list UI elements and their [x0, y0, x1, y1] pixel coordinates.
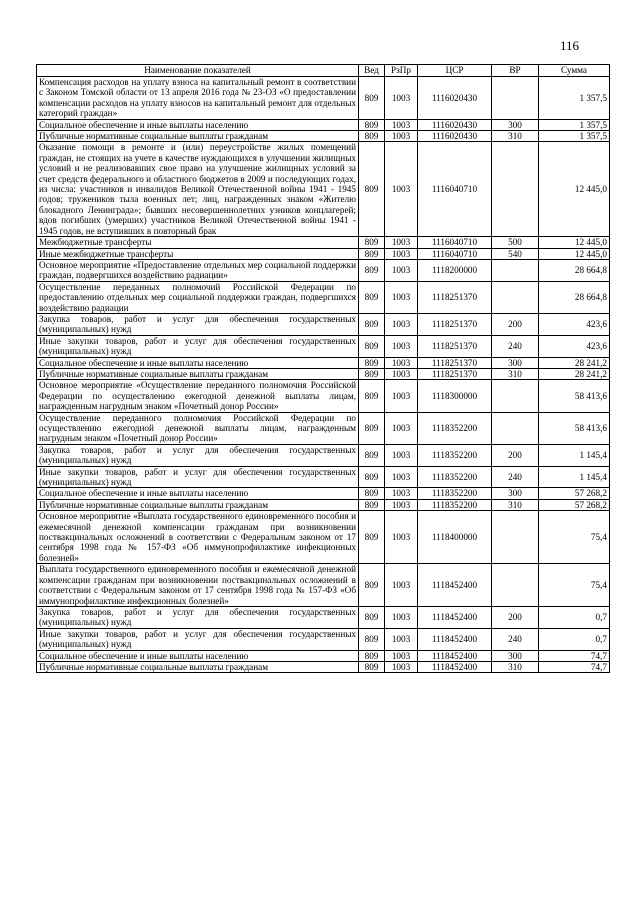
cell-ved: 809	[359, 142, 385, 237]
table-row	[37, 237, 610, 248]
cell-csr: 1118251370	[418, 357, 492, 368]
cell-sum: 75,4	[539, 564, 610, 607]
table-row	[37, 444, 610, 466]
cell-csr: 1118352200	[418, 412, 492, 444]
cell-ved: 809	[359, 313, 385, 335]
cell-rzpr: 1003	[385, 661, 418, 672]
cell-csr: 1118452400	[418, 650, 492, 661]
cell-name: Межбюджетные трансферты	[37, 237, 359, 248]
cell-vr	[492, 77, 539, 120]
cell-vr	[492, 511, 539, 564]
cell-ved: 809	[359, 368, 385, 379]
cell-csr: 1118251370	[418, 335, 492, 357]
cell-csr: 1118352200	[418, 444, 492, 466]
cell-ved: 809	[359, 248, 385, 259]
cell-rzpr: 1003	[385, 368, 418, 379]
table-row	[37, 380, 610, 412]
cell-name: Основное мероприятие «Предоставление отдельных мер социальной поддержки граждан, подвергшихся воздействию радиации»	[37, 259, 359, 281]
table-row	[37, 488, 610, 499]
budget-table	[36, 64, 610, 673]
cell-name: Иные закупки товаров, работ и услуг для обеспечения государственных (муниципальных) нужд	[37, 466, 359, 488]
cell-name: Закупка товаров, работ и услуг для обеспечения государственных (муниципальных) нужд	[37, 606, 359, 628]
cell-name: Социальное обеспечение и иные выплаты населению	[37, 488, 359, 499]
cell-sum: 12 445,0	[539, 237, 610, 248]
table-header-row	[37, 65, 610, 77]
cell-vr: 310	[492, 131, 539, 142]
cell-name: Оказание помощи в ремонте и (или) переустройстве жилых помещений граждан, не стоящих на учете в качестве нуждающихся в улучшении жилищных условий и не реализовавших свое право на улучшение жилищных условий за счет средств федерального и областного бюджетов в 2009 и последующих годах, из числа: участников и инвалидов Великой Отечественной войны 1941 - 1945 годов; тружеников тыла военных лет; лиц, награжденных знаком «Жителю блокадного Ленинграда»; бывших несовершеннолетних узников концлагерей; вдов погибших (умерших) участников Великой Отечественной войны 1941 - 1945 годов, не вступивших в повторный брак	[37, 142, 359, 237]
cell-csr: 1116020430	[418, 77, 492, 120]
cell-ved: 809	[359, 131, 385, 142]
cell-csr: 1116040710	[418, 142, 492, 237]
cell-name: Выплата государственного единовременного пособия и ежемесячной денежной компенсации гражданам при возникновении поствакцинальных осложнений в соответствии с Федеральным законом от 17 сентября 1998 года № 157-ФЗ «Об иммунопрофилактике инфекционных болезней»	[37, 564, 359, 607]
cell-vr: 200	[492, 313, 539, 335]
cell-csr: 1118251370	[418, 313, 492, 335]
cell-rzpr: 1003	[385, 313, 418, 335]
cell-csr: 1118400000	[418, 511, 492, 564]
cell-vr: 300	[492, 119, 539, 130]
cell-ved: 809	[359, 281, 385, 313]
cell-rzpr: 1003	[385, 488, 418, 499]
cell-ved: 809	[359, 511, 385, 564]
cell-csr: 1118452400	[418, 564, 492, 607]
cell-rzpr: 1003	[385, 142, 418, 237]
cell-csr: 1118251370	[418, 368, 492, 379]
cell-rzpr: 1003	[385, 281, 418, 313]
column-header-vr: ВР	[492, 65, 539, 77]
cell-vr	[492, 412, 539, 444]
cell-name: Компенсация расходов на уплату взноса на капитальный ремонт в соответствии с Законом Томской области от 13 апреля 2016 года № 23-ОЗ «О предоставлении компенсации расходов на уплату взносов на капитальный ремонт для отдельных категорий граждан»	[37, 77, 359, 120]
cell-sum: 28 241,2	[539, 368, 610, 379]
cell-sum: 1 357,5	[539, 119, 610, 130]
cell-rzpr: 1003	[385, 357, 418, 368]
cell-rzpr: 1003	[385, 77, 418, 120]
cell-csr: 1118352200	[418, 499, 492, 510]
cell-ved: 809	[359, 119, 385, 130]
cell-ved: 809	[359, 606, 385, 628]
cell-name: Иные закупки товаров, работ и услуг для обеспечения государственных (муниципальных) нужд	[37, 335, 359, 357]
cell-csr: 1118352200	[418, 488, 492, 499]
cell-vr: 310	[492, 368, 539, 379]
cell-ved: 809	[359, 412, 385, 444]
table-row	[37, 313, 610, 335]
cell-ved: 809	[359, 444, 385, 466]
cell-ved: 809	[359, 564, 385, 607]
cell-ved: 809	[359, 77, 385, 120]
cell-rzpr: 1003	[385, 564, 418, 607]
cell-sum: 12 445,0	[539, 142, 610, 237]
table-row	[37, 281, 610, 313]
table-row	[37, 628, 610, 650]
table-row	[37, 466, 610, 488]
cell-rzpr: 1003	[385, 335, 418, 357]
cell-ved: 809	[359, 380, 385, 412]
cell-vr	[492, 259, 539, 281]
cell-sum: 74,7	[539, 650, 610, 661]
cell-vr: 540	[492, 248, 539, 259]
column-header-sum: Сумма	[539, 65, 610, 77]
table-row	[37, 511, 610, 564]
cell-sum: 58 413,6	[539, 380, 610, 412]
cell-rzpr: 1003	[385, 511, 418, 564]
cell-csr: 1118352200	[418, 466, 492, 488]
cell-vr: 310	[492, 661, 539, 672]
cell-vr: 310	[492, 499, 539, 510]
cell-rzpr: 1003	[385, 119, 418, 130]
cell-sum: 74,7	[539, 661, 610, 672]
table-row	[37, 564, 610, 607]
cell-rzpr: 1003	[385, 380, 418, 412]
cell-csr: 1118251370	[418, 281, 492, 313]
cell-vr: 300	[492, 650, 539, 661]
cell-name: Основное мероприятие «Выплата государственного единовременного пособия и ежемесячной денежной компенсации гражданам при возникновении поствакцинальных осложнений в соответствии с Федеральным законом от 17 сентября 1998 года № 157-ФЗ «Об иммунопрофилактике инфекционных болезней»	[37, 511, 359, 564]
cell-sum: 57 268,2	[539, 499, 610, 510]
cell-vr: 300	[492, 357, 539, 368]
cell-sum: 0,7	[539, 628, 610, 650]
cell-ved: 809	[359, 259, 385, 281]
column-header-rzpr: РзПр	[385, 65, 418, 77]
cell-csr: 1116040710	[418, 237, 492, 248]
table-row	[37, 499, 610, 510]
table-row	[37, 119, 610, 130]
table-row	[37, 412, 610, 444]
table-row	[37, 142, 610, 237]
cell-rzpr: 1003	[385, 606, 418, 628]
cell-rzpr: 1003	[385, 444, 418, 466]
column-header-name: Наименование показателей	[37, 65, 359, 77]
cell-sum: 28 664,8	[539, 259, 610, 281]
table-row	[37, 357, 610, 368]
cell-name: Осуществление переданных полномочий Российской Федерации по предоставлению отдельных мер социальной поддержки граждан, подвергшихся воздействию радиации	[37, 281, 359, 313]
column-header-ved: Вед	[359, 65, 385, 77]
table-row	[37, 77, 610, 120]
cell-ved: 809	[359, 488, 385, 499]
cell-rzpr: 1003	[385, 131, 418, 142]
table-row	[37, 368, 610, 379]
cell-name: Публичные нормативные социальные выплаты гражданам	[37, 131, 359, 142]
cell-ved: 809	[359, 335, 385, 357]
cell-name: Публичные нормативные социальные выплаты гражданам	[37, 368, 359, 379]
cell-name: Социальное обеспечение и иные выплаты населению	[37, 650, 359, 661]
cell-vr	[492, 281, 539, 313]
cell-rzpr: 1003	[385, 237, 418, 248]
cell-sum: 58 413,6	[539, 412, 610, 444]
cell-vr: 200	[492, 444, 539, 466]
cell-rzpr: 1003	[385, 650, 418, 661]
cell-rzpr: 1003	[385, 259, 418, 281]
table-row	[37, 248, 610, 259]
cell-sum: 12 445,0	[539, 248, 610, 259]
cell-vr	[492, 380, 539, 412]
cell-sum: 1 145,4	[539, 466, 610, 488]
table-row	[37, 259, 610, 281]
cell-vr: 500	[492, 237, 539, 248]
cell-name: Иные межбюджетные трансферты	[37, 248, 359, 259]
table-row	[37, 131, 610, 142]
cell-name: Осуществление переданного полномочия Российской Федерации по осуществлению ежегодной денежной выплаты лицам, награжденным нагрудным знаком «Почетный донор России»	[37, 412, 359, 444]
cell-ved: 809	[359, 628, 385, 650]
cell-sum: 1 357,5	[539, 77, 610, 120]
cell-name: Закупка товаров, работ и услуг для обеспечения государственных (муниципальных) нужд	[37, 444, 359, 466]
cell-vr: 200	[492, 606, 539, 628]
table-body	[37, 77, 610, 673]
cell-csr: 1118452400	[418, 628, 492, 650]
table-row	[37, 606, 610, 628]
cell-sum: 423,6	[539, 335, 610, 357]
cell-csr: 1118200000	[418, 259, 492, 281]
cell-csr: 1118300000	[418, 380, 492, 412]
cell-name: Публичные нормативные социальные выплаты гражданам	[37, 499, 359, 510]
page-number: 116	[560, 38, 580, 53]
cell-csr: 1116040710	[418, 248, 492, 259]
cell-rzpr: 1003	[385, 248, 418, 259]
cell-ved: 809	[359, 650, 385, 661]
cell-vr: 240	[492, 335, 539, 357]
column-header-csr: ЦСР	[418, 65, 492, 77]
cell-ved: 809	[359, 237, 385, 248]
cell-sum: 57 268,2	[539, 488, 610, 499]
cell-rzpr: 1003	[385, 466, 418, 488]
cell-name: Иные закупки товаров, работ и услуг для обеспечения государственных (муниципальных) нужд	[37, 628, 359, 650]
cell-name: Социальное обеспечение и иные выплаты населению	[37, 119, 359, 130]
cell-ved: 809	[359, 499, 385, 510]
cell-sum: 28 664,8	[539, 281, 610, 313]
cell-rzpr: 1003	[385, 499, 418, 510]
cell-vr	[492, 564, 539, 607]
cell-sum: 0,7	[539, 606, 610, 628]
cell-rzpr: 1003	[385, 628, 418, 650]
cell-sum: 75,4	[539, 511, 610, 564]
cell-name: Основное мероприятие «Осуществление переданного полномочия Российской Федерации по осуществлению ежегодной денежной выплаты лицам, награжденным нагрудным знаком «Почетный донор России»	[37, 380, 359, 412]
cell-ved: 809	[359, 661, 385, 672]
cell-name: Закупка товаров, работ и услуг для обеспечения государственных (муниципальных) нужд	[37, 313, 359, 335]
cell-name: Социальное обеспечение и иные выплаты населению	[37, 357, 359, 368]
cell-sum: 1 145,4	[539, 444, 610, 466]
cell-ved: 809	[359, 466, 385, 488]
cell-vr: 240	[492, 628, 539, 650]
cell-sum: 1 357,5	[539, 131, 610, 142]
table-row	[37, 650, 610, 661]
table-row	[37, 661, 610, 672]
cell-csr: 1118452400	[418, 606, 492, 628]
table-row	[37, 335, 610, 357]
cell-sum: 423,6	[539, 313, 610, 335]
cell-ved: 809	[359, 357, 385, 368]
cell-rzpr: 1003	[385, 412, 418, 444]
cell-vr: 240	[492, 466, 539, 488]
cell-csr: 1116020430	[418, 131, 492, 142]
cell-csr: 1118452400	[418, 661, 492, 672]
cell-vr: 300	[492, 488, 539, 499]
cell-sum: 28 241,2	[539, 357, 610, 368]
cell-name: Публичные нормативные социальные выплаты гражданам	[37, 661, 359, 672]
cell-vr	[492, 142, 539, 237]
cell-csr: 1116020430	[418, 119, 492, 130]
